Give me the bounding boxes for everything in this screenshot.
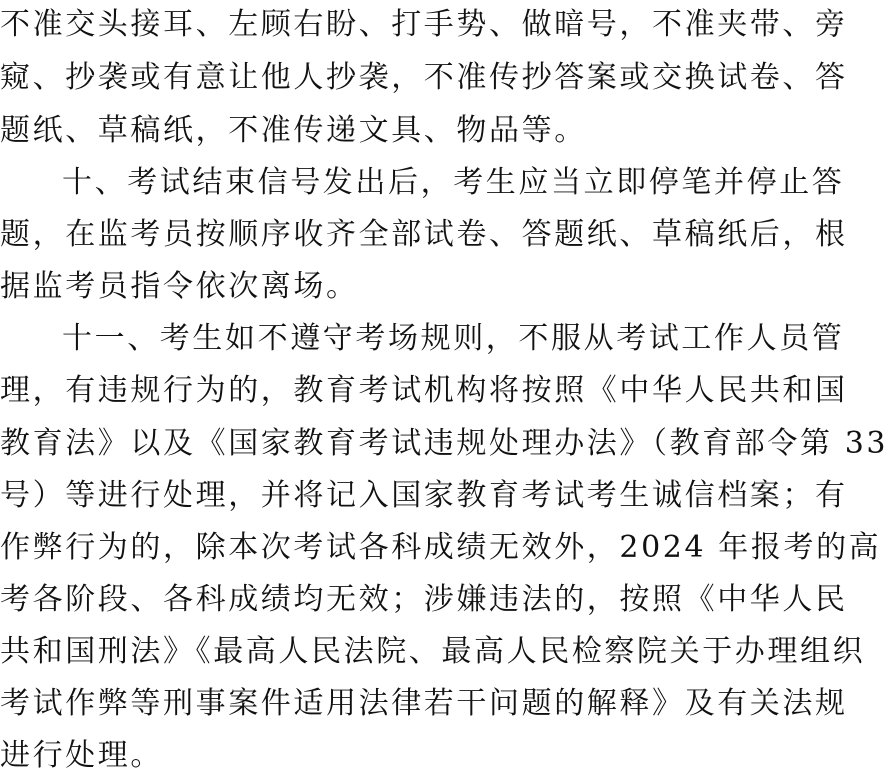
text-line: 题纸、草稿纸，不准传递文具、物品等。 [0, 113, 587, 148]
text-line: 考各阶段、各科成绩均无效；涉嫌违法的，按照《中华人民 [0, 582, 848, 617]
text-line: 号）等进行处理，并将记入国家教育考试考生诚信档案；有 [0, 478, 848, 513]
text-line: 不准交头接耳、左顾右盼、打手势、做暗号，不准夹带、旁 [0, 7, 848, 42]
text-line: 共和国刑法》《最高人民法院、最高人民检察院关于办理组织 [0, 634, 866, 669]
text-line: 窥、抄袭或有意让他人抄袭，不准传抄答案或交换试卷、答 [0, 60, 848, 95]
text-line: 作弊行为的，除本次考试各科成绩无效外，2024 年报考的高 [0, 530, 882, 565]
text-line: 题，在监考员按顺序收齐全部试卷、答题纸、草稿纸后，根 [0, 217, 848, 252]
text-line: 考试作弊等刑事案件适用法律若干问题的解释》及有关法规 [0, 686, 848, 721]
text-line: 据监考员指令依次离场。 [0, 269, 359, 304]
paragraph-start-line: 十一、考生如不遵守考场规则，不服从考试工作人员管 [62, 321, 845, 356]
paragraph-start-line: 十、考试结束信号发出后，考生应当立即停笔并停止答 [62, 165, 845, 200]
text-line: 进行处理。 [0, 738, 163, 773]
text-line: 理，有违规行为的，教育考试机构将按照《中华人民共和国 [0, 373, 848, 408]
text-line: 教育法》以及《国家教育考试违规处理办法》（教育部令第 33 [0, 426, 888, 461]
